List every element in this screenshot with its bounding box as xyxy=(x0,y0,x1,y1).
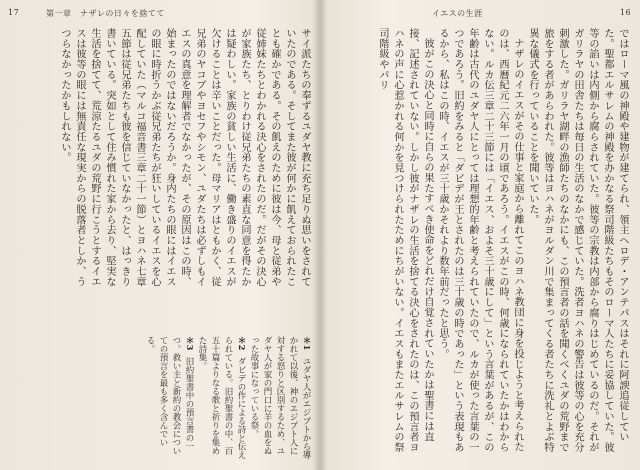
left-body-text xyxy=(42,28,312,290)
footnote-text: 旧約聖書中の預言書の一つ。救い主と新約の教会についての預言を最も多く含んでいる。 xyxy=(145,336,194,455)
footnote-mark: ＊3 xyxy=(184,336,194,351)
book-gutter xyxy=(312,0,328,470)
footnote-text: ユダヤ人がエジプトから導かれて以後、神のエジプト人に対する怒りと区別するため、ユダヤ人が家の門口に羊の血をぬった故事になっている祭。 xyxy=(249,336,311,460)
paragraph: ではローマ風の神殿や建物が建てられ、領主ヘロデ・アンテパスはそれに阿諛追従していた。聖都エルサレムの神殿を办かなる祭司階級たちもそのローマ人たちに妥協していた。彼等の諂いは内側から腐らされていた。彼等の宗教は内部から腐りはじめているのだ。それがガリラヤの田舎たちは毎日の生活のなかで感じていた。洗者ヨハネの警告は彼等の心を充分刺激した。ガリラヤ湖畔の漁師たちのなかにも、この預言者の話を聞くべくユダの荒野まで旅をする者があらわれた。彼等はヨハネがヨルダン川で集まってくる者たちに洗礼とよぶ特異な儀式を行っていることを聞いていた。 xyxy=(527,28,628,453)
footnote xyxy=(247,336,312,462)
paragraph: ナザレのイエスがその仕事と家庭から離れてこのヨハネ教団に身を投じようと考えられたのは、西暦紀元二六年一月の頃であろう。イエスがこの時、何歳になられていたかはわからない。ルカ伝三章二十三節には「イエス、およそ三十歳にして」という言葉があるが、この年齢は古代のユダヤ人にとっては理想的年齢と考えられていたので、ルカが使った言葉の一つであろう。旧約をみると「ダビデが王とされたのは三十歳の時であった」という表現もあるから、私はこの時、イエスが三十歳かそれより数年前だったと思う。 xyxy=(437,28,523,453)
footnote xyxy=(195,336,247,462)
footnote-mark: ＊1 xyxy=(301,336,311,351)
footnote-text: ダビデの作による詩と伝えられている。旧約聖書の中、百五十篇よりなる歌と祈りを集めた詩集。 xyxy=(197,336,246,460)
paragraph: 彼がこの決心と同時に自らの果たすべき使命をどれだけ自覚されていたかは聖書には直接、記述されていない。しかし彼がナザレの生活を捨てる決心をされたのは、この預言者ヨハネの声に心惹かれる何かを見つけられたためにちがいない。イエスもまたエルサレムの祭司階級やパリ xyxy=(377,28,433,453)
left-page-number: 17 xyxy=(8,8,20,17)
footnote xyxy=(143,336,195,462)
right-body-text xyxy=(340,28,630,458)
right-running-head: イエスの生涯 xyxy=(432,9,483,18)
right-page-number: 16 xyxy=(620,8,632,17)
right-page xyxy=(320,0,640,470)
footnote-mark: ＊2 xyxy=(236,336,246,351)
paragraph: サイ派たちの奉ずるユダヤ教に充ち足りぬ思いをされていたのである。そしてまた彼が何かに飢えておられたことも確かである。その飢えのために彼は今、母と従弟や従姉妹たちとわかれる決心をされたのだ。だがその決心が家族たち、とりわけ従兄弟たちの素直な同意を得たかは疑わしい。家族の貧しい生活に、働き盛りのイエスが欠けることは辛いことだった。母マリアはともかく、従兄弟のヤコブやヨセフやシモン、ユダたちは必ずしもイエスの真意を理解者でなかったが、その原因はこの時、始まったのではないだろうか。身内たちの眼にはイエスの眼に時折うかぶ従兄弟たちが狂いしているイエスを心配していた（マルコ福音書三章二十一節）とヨハネ七章五節は従兄弟たちも彼を信じていなかったと、はっきり書いている。突如として住み慣れた家から去り、堅実な生活を捨てて、荒涼たるユダの荒野に行こうとするイエスは彼等の眼には無責任な現実からの脱落者としか、うつらなかったかもしれない。 xyxy=(59,28,310,287)
left-footnotes xyxy=(12,336,312,462)
left-running-head: 第一章 ナザレの日々を捨てて xyxy=(46,9,165,18)
